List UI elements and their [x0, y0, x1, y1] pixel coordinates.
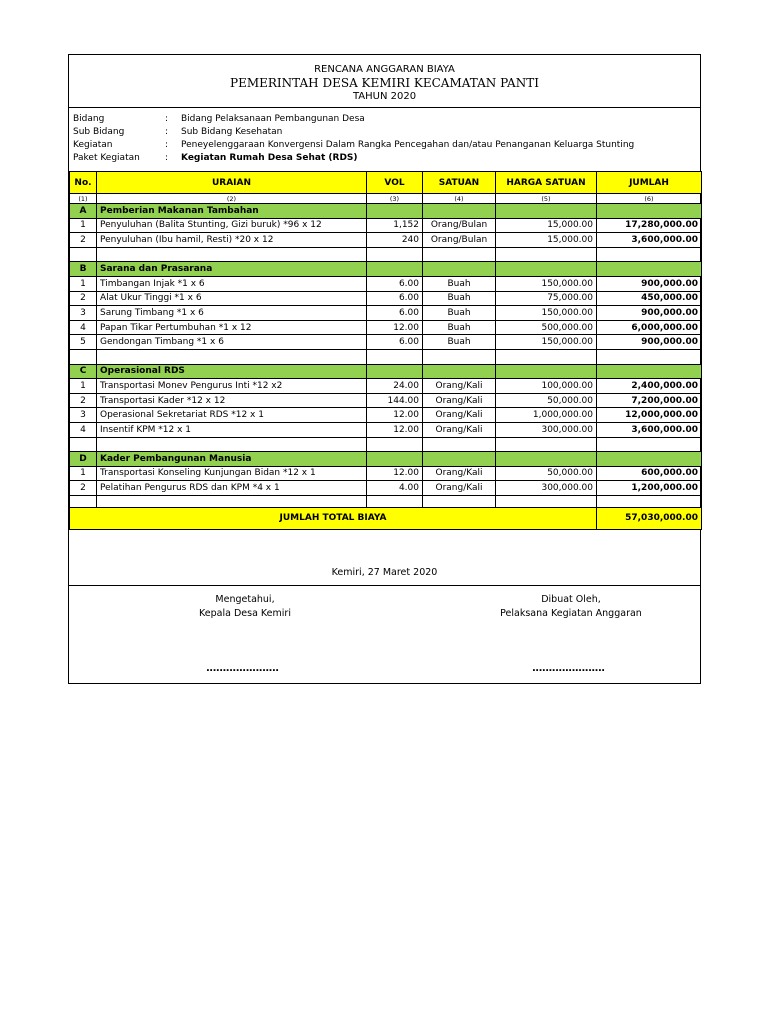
- info-row: [73, 153, 693, 165]
- info-label: Sub Bidang: [73, 127, 125, 137]
- info-label: Paket Kegiatan: [73, 153, 140, 163]
- row-unit: Buah: [423, 276, 496, 291]
- column-header: SATUAN: [423, 172, 496, 194]
- empty-cell: [367, 452, 423, 467]
- spacer-row: [70, 437, 702, 452]
- total-row: [70, 507, 702, 529]
- row-number: 2: [70, 481, 97, 496]
- row-amount: 600,000.00: [597, 466, 702, 481]
- info-value: Bidang Pelaksanaan Pembangunan Desa: [181, 114, 365, 124]
- signature-right-line2: Pelaksana Kegiatan Anggaran: [500, 608, 642, 619]
- row-amount: 6,000,000.00: [597, 320, 702, 335]
- row-volume: 240: [367, 233, 423, 248]
- section-code: A: [70, 204, 97, 219]
- section-title: Pemberian Makanan Tambahan: [97, 204, 367, 219]
- row-unit-price: 15,000.00: [496, 218, 597, 233]
- row-unit: Orang/Kali: [423, 393, 496, 408]
- row-volume: 1,152: [367, 218, 423, 233]
- row-unit-price: 100,000.00: [496, 379, 597, 394]
- empty-cell: [367, 204, 423, 219]
- row-number: 2: [70, 233, 97, 248]
- row-number: 1: [70, 466, 97, 481]
- column-number: (5): [496, 194, 597, 204]
- column-number: (3): [367, 194, 423, 204]
- column-header: HARGA SATUAN: [496, 172, 597, 194]
- row-description: Papan Tikar Pertumbuhan *1 x 12: [97, 320, 367, 335]
- column-number: (4): [423, 194, 496, 204]
- row-amount: 900,000.00: [597, 276, 702, 291]
- row-unit-price: 300,000.00: [496, 422, 597, 437]
- signature-left-line2: Kepala Desa Kemiri: [199, 608, 291, 619]
- section-code: C: [70, 364, 97, 379]
- row-number: 1: [70, 276, 97, 291]
- row-amount: 12,000,000.00: [597, 408, 702, 423]
- table-row: [70, 466, 702, 481]
- row-unit: Orang/Kali: [423, 422, 496, 437]
- empty-cell: [367, 437, 423, 452]
- signature-right-dots: ......................: [532, 663, 605, 674]
- empty-cell: [496, 349, 597, 364]
- row-unit-price: 150,000.00: [496, 276, 597, 291]
- row-volume: 24.00: [367, 379, 423, 394]
- row-description: Pelatihan Pengurus RDS dan KPM *4 x 1: [97, 481, 367, 496]
- row-number: 2: [70, 393, 97, 408]
- signature-right-line1: Dibuat Oleh,: [541, 594, 601, 605]
- signature-left-line1: Mengetahui,: [215, 594, 275, 605]
- spacer-row: [70, 349, 702, 364]
- info-label: Bidang: [73, 114, 105, 124]
- row-unit-price: 15,000.00: [496, 233, 597, 248]
- column-header: JUMLAH: [597, 172, 702, 194]
- section-row: [70, 204, 702, 219]
- column-header: URAIAN: [97, 172, 367, 194]
- row-volume: 12.00: [367, 422, 423, 437]
- row-unit-price: 150,000.00: [496, 335, 597, 350]
- empty-cell: [597, 262, 702, 277]
- empty-cell: [496, 437, 597, 452]
- empty-cell: [496, 364, 597, 379]
- table-row: [70, 233, 702, 248]
- row-unit: Orang/Kali: [423, 466, 496, 481]
- row-number: 3: [70, 306, 97, 321]
- row-volume: 144.00: [367, 393, 423, 408]
- row-amount: 17,280,000.00: [597, 218, 702, 233]
- row-unit-price: 50,000.00: [496, 466, 597, 481]
- section-title: Sarana dan Prasarana: [97, 262, 367, 277]
- row-unit: Orang/Kali: [423, 481, 496, 496]
- table-header: [70, 172, 702, 194]
- row-description: Transportasi Konseling Kunjungan Bidan *12 x 1: [97, 466, 367, 481]
- info-row: [73, 140, 693, 152]
- row-unit: Orang/Kali: [423, 379, 496, 394]
- row-amount: 900,000.00: [597, 335, 702, 350]
- empty-cell: [97, 247, 367, 262]
- empty-cell: [597, 364, 702, 379]
- row-number: 4: [70, 422, 97, 437]
- row-description: Transportasi Kader *12 x 12: [97, 393, 367, 408]
- empty-cell: [70, 437, 97, 452]
- row-description: Operasional Sekretariat RDS *12 x 1: [97, 408, 367, 423]
- table-row: [70, 408, 702, 423]
- row-volume: 6.00: [367, 291, 423, 306]
- table-row: [70, 379, 702, 394]
- table-row: [70, 291, 702, 306]
- section-code: B: [70, 262, 97, 277]
- row-description: Insentif KPM *12 x 1: [97, 422, 367, 437]
- empty-cell: [496, 204, 597, 219]
- row-description: Gendongan Timbang *1 x 6: [97, 335, 367, 350]
- empty-cell: [97, 495, 367, 507]
- info-label: Kegiatan: [73, 140, 113, 150]
- empty-cell: [597, 495, 702, 507]
- row-description: Alat Ukur Tinggi *1 x 6: [97, 291, 367, 306]
- table-row: [70, 276, 702, 291]
- row-amount: 7,200,000.00: [597, 393, 702, 408]
- row-unit: Orang/Bulan: [423, 218, 496, 233]
- empty-cell: [70, 349, 97, 364]
- row-unit: Buah: [423, 335, 496, 350]
- divider: [69, 585, 700, 586]
- info-colon: :: [165, 127, 169, 137]
- row-unit: Buah: [423, 306, 496, 321]
- column-numbers: [70, 194, 702, 204]
- empty-cell: [597, 349, 702, 364]
- row-amount: 3,600,000.00: [597, 422, 702, 437]
- row-unit: Orang/Bulan: [423, 233, 496, 248]
- place-date: Kemiri, 27 Maret 2020: [331, 567, 438, 578]
- table-row: [70, 393, 702, 408]
- section-row: [70, 262, 702, 277]
- table-row: [70, 422, 702, 437]
- info-row: [73, 114, 693, 126]
- empty-cell: [97, 349, 367, 364]
- empty-cell: [367, 364, 423, 379]
- info-colon: :: [165, 114, 169, 124]
- table-row: [70, 320, 702, 335]
- row-number: 3: [70, 408, 97, 423]
- info-row: [73, 127, 693, 139]
- row-unit-price: 300,000.00: [496, 481, 597, 496]
- signature-right: [461, 594, 681, 619]
- section-code: D: [70, 452, 97, 467]
- row-unit-price: 75,000.00: [496, 291, 597, 306]
- empty-cell: [367, 262, 423, 277]
- row-unit-price: 150,000.00: [496, 306, 597, 321]
- empty-cell: [423, 452, 496, 467]
- row-unit: Buah: [423, 291, 496, 306]
- row-unit: Orang/Kali: [423, 408, 496, 423]
- signature-left: [135, 594, 355, 619]
- total-label: JUMLAH TOTAL BIAYA: [70, 507, 597, 529]
- row-description: Sarung Timbang *1 x 6: [97, 306, 367, 321]
- empty-cell: [423, 364, 496, 379]
- header-line1: RENCANA ANGGARAN BIAYA: [314, 64, 455, 75]
- row-amount: 450,000.00: [597, 291, 702, 306]
- row-volume: 6.00: [367, 306, 423, 321]
- row-volume: 12.00: [367, 408, 423, 423]
- info-value: Peneyelenggaraan Konvergensi Dalam Rangka Pencegahan dan/atau Penanganan Keluarga Stunting: [181, 140, 635, 150]
- info-value: Sub Bidang Kesehatan: [181, 127, 283, 137]
- section-title: Operasional RDS: [97, 364, 367, 379]
- empty-cell: [597, 452, 702, 467]
- divider: [69, 107, 700, 108]
- column-header: No.: [70, 172, 97, 194]
- empty-cell: [423, 437, 496, 452]
- spacer-row: [70, 247, 702, 262]
- row-volume: 6.00: [367, 335, 423, 350]
- empty-cell: [423, 247, 496, 262]
- empty-cell: [70, 495, 97, 507]
- empty-cell: [70, 247, 97, 262]
- empty-cell: [367, 495, 423, 507]
- empty-cell: [423, 262, 496, 277]
- row-volume: 12.00: [367, 466, 423, 481]
- header-year: TAHUN 2020: [352, 91, 417, 102]
- row-amount: 900,000.00: [597, 306, 702, 321]
- row-description: Timbangan Injak *1 x 6: [97, 276, 367, 291]
- total-value: 57,030,000.00: [597, 507, 702, 529]
- column-number: (6): [597, 194, 702, 204]
- row-unit-price: 500,000.00: [496, 320, 597, 335]
- empty-cell: [97, 437, 367, 452]
- row-number: 4: [70, 320, 97, 335]
- section-row: [70, 364, 702, 379]
- empty-cell: [496, 495, 597, 507]
- row-amount: 2,400,000.00: [597, 379, 702, 394]
- row-number: 2: [70, 291, 97, 306]
- row-description: Transportasi Monev Pengurus Inti *12 x2: [97, 379, 367, 394]
- row-volume: 12.00: [367, 320, 423, 335]
- column-number: (1): [70, 194, 97, 204]
- table-row: [70, 218, 702, 233]
- row-description: Penyuluhan (Ibu hamil, Resti) *20 x 12: [97, 233, 367, 248]
- budget-table: [69, 171, 702, 530]
- row-volume: 6.00: [367, 276, 423, 291]
- row-unit-price: 1,000,000.00: [496, 408, 597, 423]
- empty-cell: [367, 349, 423, 364]
- spacer-row: [70, 495, 702, 507]
- info-colon: :: [165, 140, 169, 150]
- empty-cell: [597, 247, 702, 262]
- empty-cell: [423, 349, 496, 364]
- row-amount: 1,200,000.00: [597, 481, 702, 496]
- row-number: 5: [70, 335, 97, 350]
- header-title: PEMERINTAH DESA KEMIRI KECAMATAN PANTI: [230, 76, 539, 90]
- section-row: [70, 452, 702, 467]
- column-number: (2): [97, 194, 367, 204]
- empty-cell: [496, 247, 597, 262]
- signature-left-dots: ......................: [206, 663, 279, 674]
- empty-cell: [496, 452, 597, 467]
- empty-cell: [597, 437, 702, 452]
- section-title: Kader Pembangunan Manusia: [97, 452, 367, 467]
- empty-cell: [423, 495, 496, 507]
- empty-cell: [367, 247, 423, 262]
- row-number: 1: [70, 218, 97, 233]
- row-number: 1: [70, 379, 97, 394]
- info-value: Kegiatan Rumah Desa Sehat (RDS): [181, 153, 358, 163]
- row-description: Penyuluhan (Balita Stunting, Gizi buruk) *96 x 12: [97, 218, 367, 233]
- table-row: [70, 306, 702, 321]
- empty-cell: [423, 204, 496, 219]
- info-colon: :: [165, 153, 169, 163]
- row-amount: 3,600,000.00: [597, 233, 702, 248]
- column-header: VOL: [367, 172, 423, 194]
- budget-sheet: [68, 54, 701, 684]
- empty-cell: [597, 204, 702, 219]
- row-unit: Buah: [423, 320, 496, 335]
- row-unit-price: 50,000.00: [496, 393, 597, 408]
- table-row: [70, 335, 702, 350]
- row-volume: 4.00: [367, 481, 423, 496]
- table-row: [70, 481, 702, 496]
- empty-cell: [496, 262, 597, 277]
